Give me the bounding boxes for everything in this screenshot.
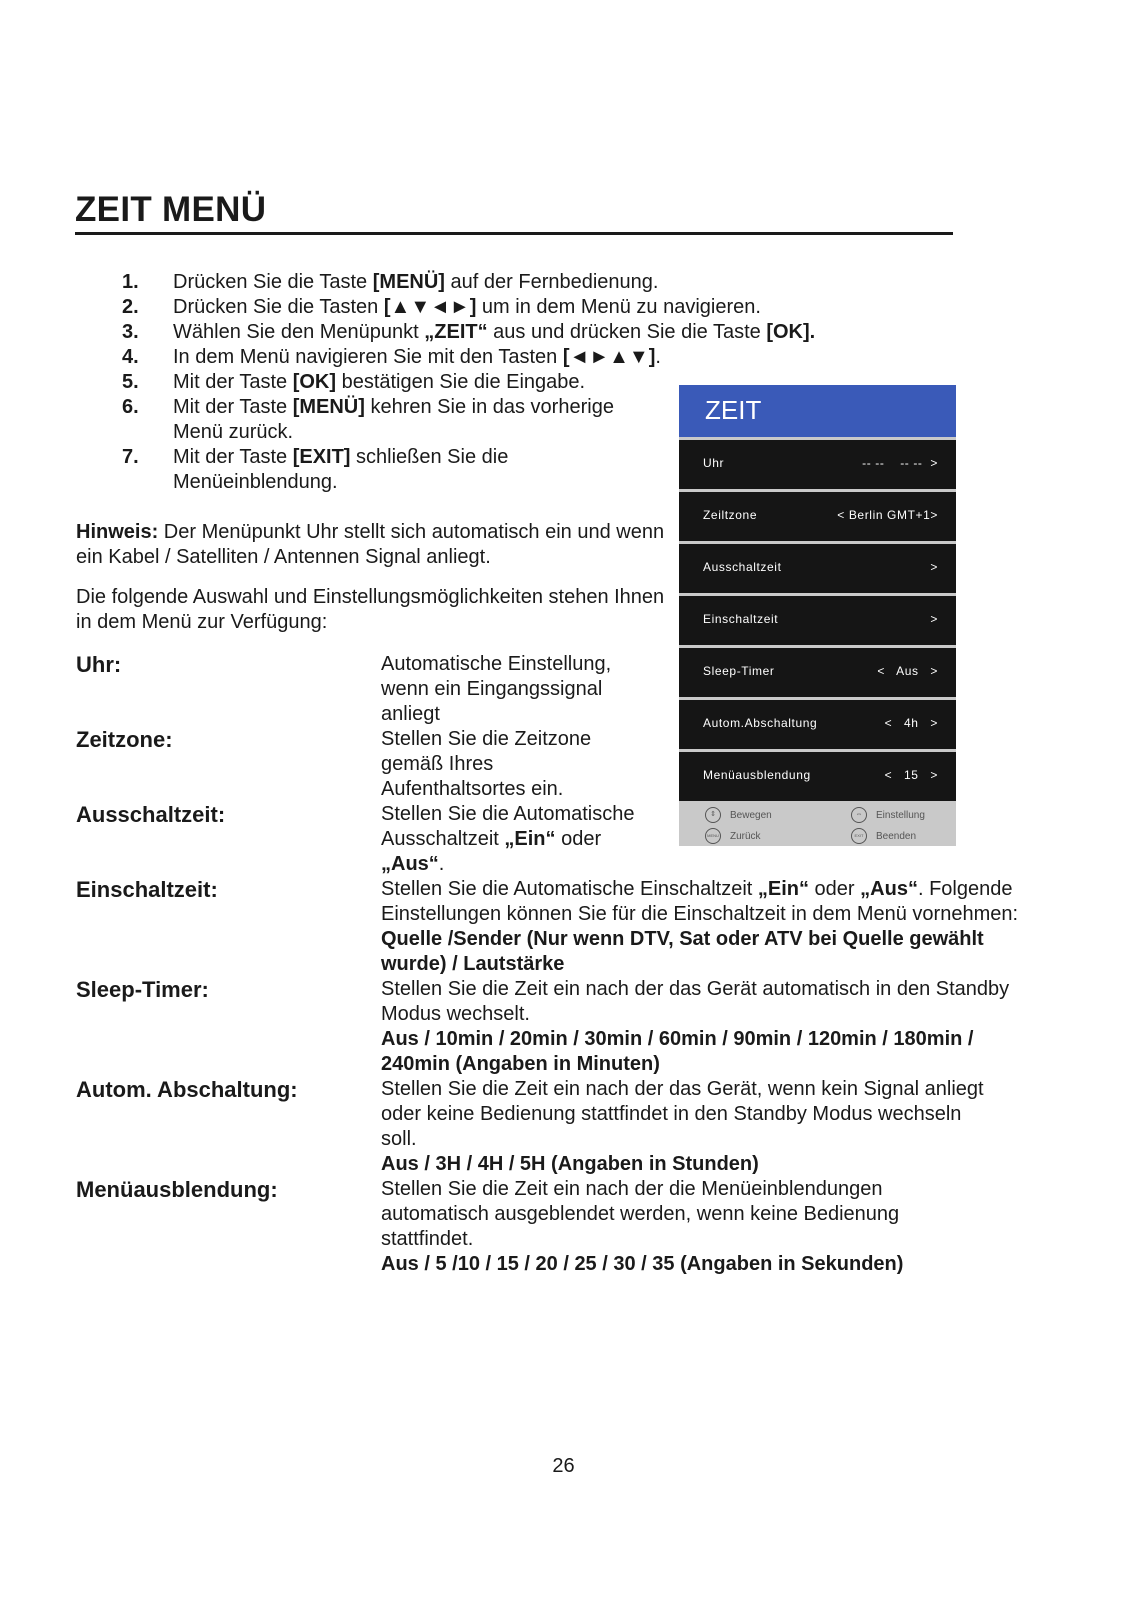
tv-menu-header: ZEIT — [679, 385, 956, 437]
step-text: Drücken Sie die Tasten [▲▼◄►] um in dem Menü zu navigieren. — [173, 296, 761, 318]
step-number: 1. — [122, 271, 139, 293]
tv-menu-row-autom-abschaltung[interactable] — [679, 700, 956, 749]
footer-label: Zurück — [730, 830, 761, 842]
tv-menu-row-uhr[interactable] — [679, 440, 956, 489]
step-text: Wählen Sie den Menüpunkt „ZEIT“ aus und drücken Sie die Taste [OK]. — [173, 321, 816, 343]
intro-paragraph: Die folgende Auswahl und Einstellungsmöglichkeiten stehen Ihnen in dem Menü zur Verfügung: — [76, 586, 665, 633]
row-label: Zeiltzone — [703, 508, 758, 522]
step-1 — [122, 270, 902, 295]
page-title: ZEIT MENÜ — [75, 190, 953, 235]
options-text: Aus / 5 /10 / 15 / 20 / 25 / 30 / 35 (Angaben in Sekunden) — [381, 1253, 904, 1275]
step-number: 6. — [122, 396, 139, 418]
note-text: Der Menüpunkt Uhr stellt sich automatisch ein und wenn ein Kabel / Satelliten / Antennen Signal anliegt. — [76, 521, 665, 568]
step-text: Mit der Taste [OK] bestätigen Sie die Eingabe. — [173, 371, 586, 393]
definition-menueausblendung — [76, 1177, 1076, 1277]
term-description: Stellen Sie die Automatische Ausschaltzeit „Ein“ oder „Aus“. — [381, 803, 635, 875]
tv-menu-screenshot — [679, 385, 956, 846]
row-label: Uhr — [703, 456, 725, 470]
tv-menu-row-zeitzone[interactable] — [679, 492, 956, 541]
footer-back — [705, 828, 761, 844]
term-description: Automatische Einstellung, wenn ein Eingangssignal anliegt — [381, 653, 612, 725]
footer-label: Beenden — [876, 830, 917, 842]
term-description: Stellen Sie die Zeitzone gemäß Ihres Aufenthaltsortes ein. — [381, 728, 592, 800]
row-label: Einschaltzeit — [703, 612, 779, 626]
row-value: -- -- -- -- > — [862, 456, 938, 470]
row-value: < Aus > — [877, 664, 938, 678]
step-3 — [122, 320, 902, 345]
term-description — [381, 1077, 1001, 1177]
term-label: Menüausblendung: — [76, 1177, 278, 1202]
menu-button-icon: MENU — [705, 828, 721, 844]
footer-label: Bewegen — [730, 809, 772, 821]
row-value: < 15 > — [884, 768, 938, 782]
footer-label: Einstellung — [876, 809, 925, 821]
step-text: Mit der Taste [MENÜ] kehren Sie in das vorherige Menü zurück. — [173, 396, 614, 443]
exit-button-icon: EXIT — [851, 828, 867, 844]
step-4 — [122, 345, 902, 370]
tv-menu-row-sleep-timer[interactable] — [679, 648, 956, 697]
term-label: Ausschaltzeit: — [76, 802, 226, 827]
options-text: Aus / 10min / 20min / 30min / 60min / 90min / 120min / 180min / 240min (Angaben in Minuten) — [381, 1028, 974, 1075]
row-label: Ausschaltzeit — [703, 560, 782, 574]
step-number: 5. — [122, 371, 139, 393]
row-value: > — [930, 560, 938, 574]
tv-menu-footer — [679, 801, 956, 847]
leftright-arrows-icon: ⇔ — [851, 807, 867, 823]
description-text: Stellen Sie die Zeit ein nach der das Gerät, wenn kein Signal anliegt oder keine Bedienung stattfindet in den Standby Modus wechseln soll. — [381, 1078, 984, 1150]
term-label: Uhr: — [76, 652, 122, 677]
note-paragraph — [76, 520, 666, 570]
tv-menu-row-ausschaltzeit[interactable] — [679, 544, 956, 593]
row-label: Sleep-Timer — [703, 664, 775, 678]
term-label: Einschaltzeit: — [76, 877, 218, 902]
description-text: Stellen Sie die Zeit ein nach der das Gerät automatisch in den Standby Modus wechselt. — [381, 978, 1010, 1025]
footer-setting — [851, 807, 925, 823]
step-number: 7. — [122, 446, 139, 468]
row-label: Menüausblendung — [703, 768, 811, 782]
step-text: Drücken Sie die Taste [MENÜ] auf der Fernbedienung. — [173, 271, 659, 293]
options-text: Aus / 3H / 4H / 5H (Angaben in Stunden) — [381, 1153, 759, 1175]
row-value: < 4h > — [884, 716, 938, 730]
row-value: > — [930, 612, 938, 626]
definition-sleep-timer — [76, 977, 1076, 1077]
term-description: Stellen Sie die Automatische Einschaltzeit „Ein“ oder „Aus“. Folgende Einstellungen können Sie für die Einschaltzeit in dem Menü vornehmen: Quelle /Sender (Nur wenn DTV, Sat oder ATV bei Quelle gewählt wurde) / Lautstärke — [381, 878, 1019, 975]
page-number: 26 — [552, 1455, 575, 1477]
footer-move — [705, 807, 772, 823]
definition-einschaltzeit — [76, 877, 1076, 977]
note-label: Hinweis: — [76, 521, 159, 543]
tv-menu-row-menueausblendung[interactable] — [679, 752, 956, 801]
step-text: In dem Menü navigieren Sie mit den Tasten [◄►▲▼]. — [173, 346, 661, 368]
row-label: Autom.Abschaltung — [703, 716, 818, 730]
footer-exit — [851, 828, 916, 844]
term-description — [381, 977, 1031, 1077]
tv-menu-row-einschaltzeit[interactable] — [679, 596, 956, 645]
description-text: Stellen Sie die Zeit ein nach der die Menüeinblendungen automatisch ausgeblendet werden, wenn keine Bedienung stattfindet. — [381, 1178, 900, 1250]
step-2 — [122, 295, 902, 320]
step-text: Mit der Taste [EXIT] schließen Sie die Menüeinblendung. — [173, 446, 509, 493]
row-value: < Berlin GMT+1> — [837, 508, 938, 522]
term-description — [381, 1177, 961, 1277]
step-number: 4. — [122, 346, 139, 368]
step-number: 2. — [122, 296, 139, 318]
term-label: Zeitzone: — [76, 727, 173, 752]
definition-autom-abschaltung — [76, 1077, 1076, 1177]
term-label: Sleep-Timer: — [76, 977, 209, 1002]
term-label: Autom. Abschaltung: — [76, 1077, 298, 1102]
step-number: 3. — [122, 321, 139, 343]
updown-arrows-icon: ⇕ — [705, 807, 721, 823]
